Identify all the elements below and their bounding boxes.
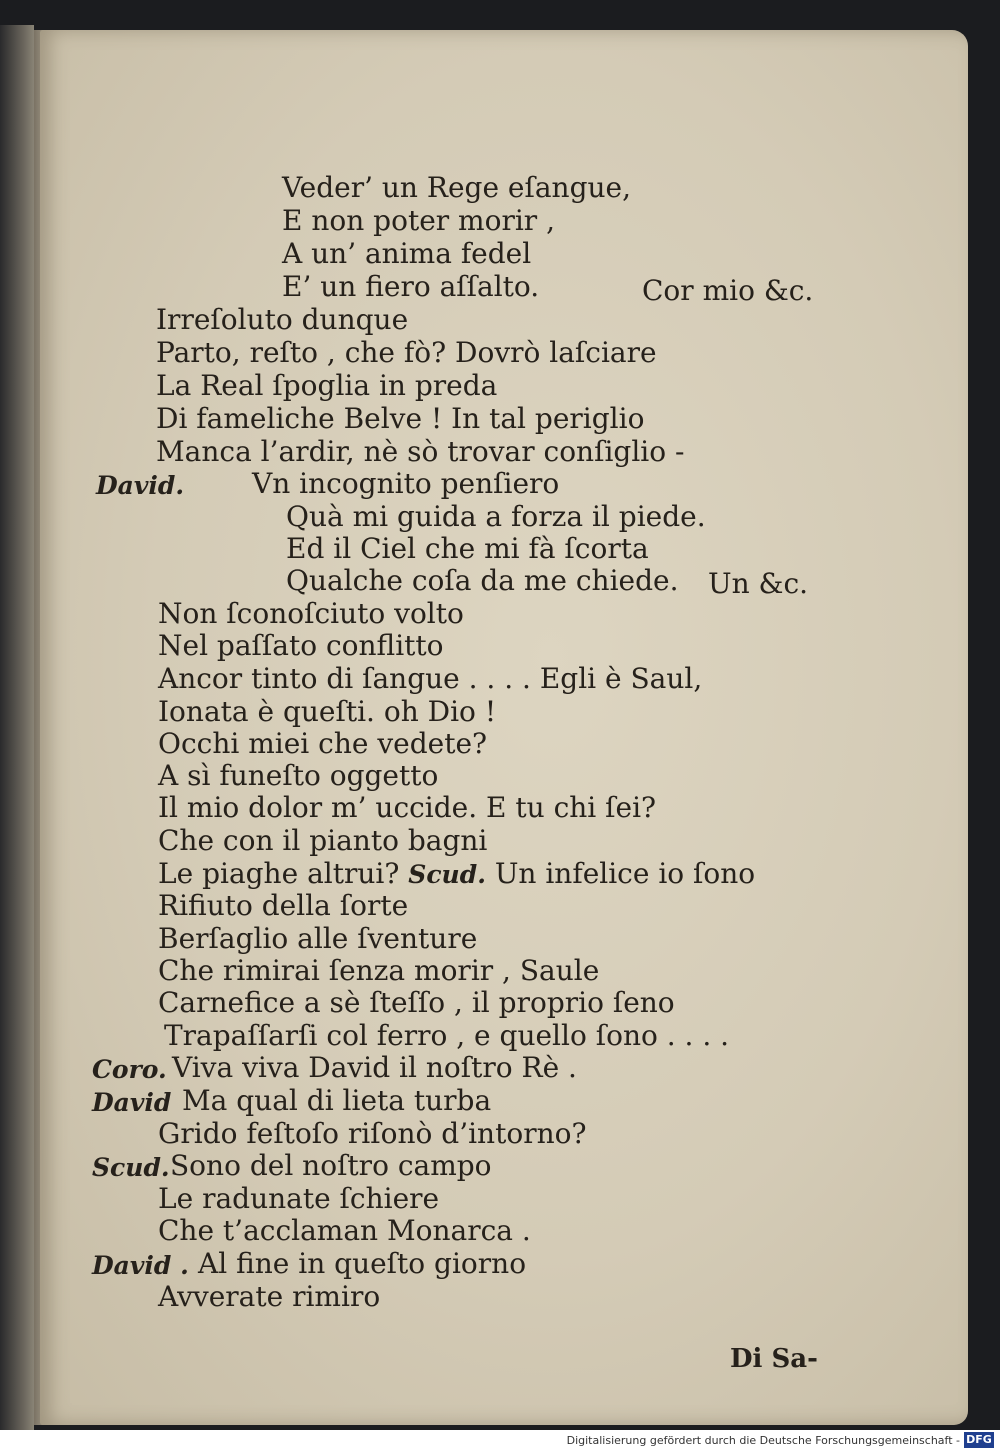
verse-line: Al fine in queſto giorno xyxy=(198,1247,527,1280)
funding-credit: Digitalisierung gefördert durch die Deutsche Forschungsgemeinschaft - xyxy=(566,1434,960,1447)
speaker-label: David. xyxy=(96,471,185,500)
book-page xyxy=(40,30,968,1425)
verse-line: Avverate rimiro xyxy=(158,1280,381,1313)
dfg-logo: DFG xyxy=(964,1432,994,1448)
verse-line: Le piaghe altrui? Scud. Un infelice io ſono xyxy=(158,857,756,890)
verse-line: Qualche coſa da me chiede. xyxy=(286,564,679,597)
verse-line: Che rimirai ſenza morir , Saule xyxy=(158,954,600,987)
verse-line: Nel paſſato conflitto xyxy=(158,629,444,662)
verse-line: Ancor tinto di ſangue . . . . Egli è Saul, xyxy=(158,662,703,695)
verse-line: Irreſoluto dunque xyxy=(156,303,409,336)
verse-line: Berſaglio alle ſventure xyxy=(158,922,478,955)
verse-line: Che con il pianto bagni xyxy=(158,824,488,857)
speaker-label: David . xyxy=(92,1251,189,1280)
speaker-label: Scud. xyxy=(408,860,486,889)
verse-line: E non poter morir , xyxy=(282,204,555,237)
verse-line: E’ un fiero aſſalto. xyxy=(282,270,540,303)
book-binding xyxy=(0,25,34,1430)
verse-line: A un’ anima fedel xyxy=(282,237,532,270)
verse-line: Carnefice a sè ſteſſo , il proprio ſeno xyxy=(158,986,675,1019)
verse-line: A sì funeſto oggetto xyxy=(158,759,439,792)
verse-line: Ed il Ciel che mi fà ſcorta xyxy=(286,532,649,565)
verse-line: Veder’ un Rege eſangue, xyxy=(282,171,632,204)
catchword: Di Sa- xyxy=(730,1344,818,1374)
footer-bar xyxy=(0,1430,1000,1451)
verse-line: Ma qual di lieta turba xyxy=(182,1084,492,1117)
speaker-label: Coro. xyxy=(92,1055,167,1084)
verse-line: Manca l’ardir, nè sò trovar conſiglio - xyxy=(156,435,685,468)
verse-line: Trapaſſarſi col ferro , e quello ſono . . . . xyxy=(164,1019,730,1052)
verse-line: Grido feſtoſo riſonò d’intorno? xyxy=(158,1117,587,1150)
verse-line: Quà mi guida a forza il piede. xyxy=(286,500,706,533)
verse-line: Occhi miei che vedete? xyxy=(158,727,488,760)
speaker-label: Scud. xyxy=(92,1153,170,1182)
verse-line: Di fameliche Belve ! In tal periglio xyxy=(156,402,645,435)
verse-line: Sono del noſtro campo xyxy=(170,1149,492,1182)
verse-line: Non ſconoſciuto volto xyxy=(158,597,464,630)
verse-line: Rifiuto della ſorte xyxy=(158,889,409,922)
verse-line: Parto, reſto , che fò? Dovrò laſciare xyxy=(156,336,657,369)
verse-line: Le radunate ſchiere xyxy=(158,1182,440,1215)
verse-line: Viva viva David il noſtro Rè . xyxy=(172,1051,577,1084)
aria-cue: Un &c. xyxy=(708,567,809,600)
aria-cue: Cor mio &c. xyxy=(642,274,814,307)
verse-line: Il mio dolor m’ uccide. E tu chi ſei? xyxy=(158,791,657,824)
verse-line: La Real ſpoglia in preda xyxy=(156,369,498,402)
verse-line: Che t’acclaman Monarca . xyxy=(158,1214,531,1247)
verse-line: Vn incognito penſiero xyxy=(252,467,560,500)
speaker-label: David xyxy=(92,1088,172,1117)
verse-line: Ionata è queſti. oh Dio ! xyxy=(158,695,497,728)
